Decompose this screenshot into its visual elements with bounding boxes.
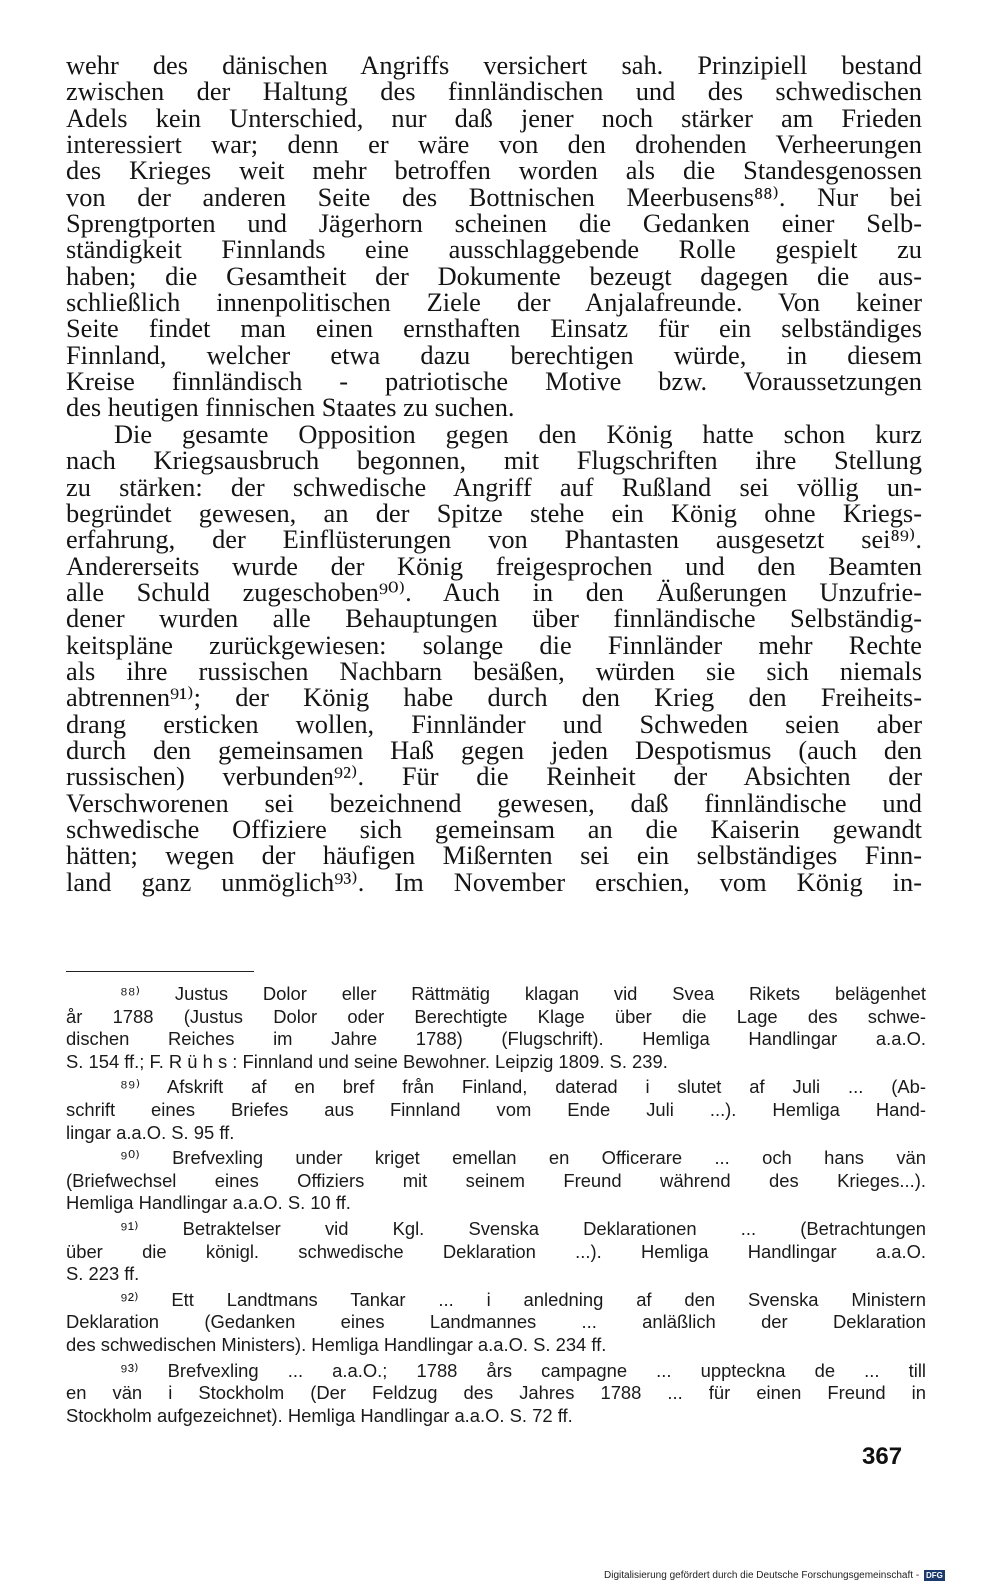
footnote-line: S. 154 ff.; F. R ü h s : Finnland und seine Bewohner. Leipzig 1809. S. 239. — [66, 1050, 668, 1072]
body-line: schließlich innenpolitischen Ziele der Anjalafreunde. Von keiner — [66, 287, 922, 318]
body-line: durch den gemeinsamen Haß gegen jeden Despotismus (auch den — [66, 734, 922, 765]
body-line: Andererseits wurde der König freigesprochen und den Beamten — [66, 550, 922, 581]
body-line: dener wurden alle Behauptungen über finnländische Selbständig- — [66, 603, 922, 634]
dfg-logo: DFG — [925, 1571, 943, 1580]
footnote-line: über die königl. schwedische Deklaration ...). Hemliga Handlingar a.a.O. — [66, 1240, 926, 1262]
footnote-line: Stockholm aufgezeichnet). Hemliga Handlingar a.a.O. S. 72 ff. — [66, 1404, 573, 1426]
body-line: russischen) verbunden⁹²⁾. Für die Reinheit der Absichten der — [66, 761, 922, 792]
body-line: des heutigen finnischen Staates zu suchen. — [66, 392, 515, 423]
footnote-line: ⁹³⁾ Brefvexling ... a.a.O.; 1788 års campagne ... uppteckna de ... till — [120, 1359, 926, 1381]
body-line: Verschworenen sei bezeichnend gewesen, daß finnländische und — [66, 787, 922, 818]
footnote-line: schrift eines Briefes aus Finnland vom Ende Juli ...). Hemliga Hand- — [66, 1098, 926, 1120]
body-line: abtrennen⁹¹⁾; der König habe durch den Krieg den Freiheits- — [66, 682, 922, 713]
body-line: Finnland, welcher etwa dazu berechtigen würde, in diesem — [66, 339, 922, 370]
footnote-line: en vän i Stockholm (Der Feldzug des Jahres 1788 ... für einen Freund in — [66, 1382, 926, 1404]
footnote-89 — [66, 1076, 926, 1144]
body-line: drang ersticken wollen, Finnländer und Schweden seien aber — [66, 708, 922, 739]
footnote-line: ⁹¹⁾ Betraktelser vid Kgl. Svenska Deklarationen ... (Betrachtungen — [120, 1217, 926, 1239]
body-line: schwedische Offiziere sich gemeinsam an die Kaiserin gewandt — [66, 813, 922, 844]
body-line: interessiert war; denn er wäre von den drohenden Verheerungen — [66, 129, 922, 160]
footnote-divider — [66, 971, 254, 972]
body-line: Seite findet man einen ernsthaften Einsatz für ein selbständiges — [66, 313, 922, 344]
body-line: ständigkeit Finnlands eine ausschlaggebende Rolle gespielt zu — [66, 234, 922, 265]
body-line: alle Schuld zugeschoben⁹⁰⁾. Auch in den Äußerungen Unzufrie- — [66, 576, 922, 607]
body-line: Kreise finnländisch - patriotische Motive bzw. Voraussetzungen — [66, 366, 922, 397]
footnote-88 — [66, 983, 926, 1073]
footnote-line: (Briefwechsel eines Offiziers mit seinem Freund während des Krieges...). — [66, 1169, 926, 1191]
body-line: Die gesamte Opposition gegen den König hatte schon kurz — [114, 418, 922, 449]
body-line: zu stärken: der schwedische Angriff auf Rußland sei völlig un- — [66, 471, 922, 502]
body-line: als ihre russischen Nachbarn besäßen, würden sie sich niemals — [66, 655, 922, 686]
footnote-line: ⁹²⁾ Ett Landtmans Tankar ... i anledning af den Svenska Ministern — [120, 1288, 926, 1310]
footnote-line: Deklaration (Gedanken eines Landmannes ... anläßlich der Deklaration — [66, 1311, 926, 1333]
body-line: land ganz unmöglich⁹³⁾. Im November erschien, vom König in- — [66, 866, 922, 897]
body-line: keitspläne zurückgewiesen: solange die Finnländer mehr Rechte — [66, 629, 922, 660]
body-line: nach Kriegsausbruch begonnen, mit Flugschriften ihre Stellung — [66, 445, 922, 476]
body-line: hätten; wegen der häufigen Mißernten sei ein selbständiges Finn- — [66, 840, 922, 871]
body-line: erfahrung, der Einflüsterungen von Phantasten ausgesetzt sei⁸⁹⁾. — [66, 524, 922, 555]
body-line: von der anderen Seite des Bottnischen Meerbusens⁸⁸⁾. Nur bei — [66, 181, 922, 212]
footnote-line: Hemliga Handlingar a.a.O. S. 10 ff. — [66, 1192, 351, 1214]
footnotes — [66, 983, 926, 1427]
footnote-line: S. 223 ff. — [66, 1263, 140, 1285]
footnote-line: dischen Reiches im Jahre 1788) (Flugschrift). Hemliga Handlingar a.a.O. — [66, 1028, 926, 1050]
footnote-91 — [66, 1218, 926, 1286]
footnote-line: ⁸⁸⁾ Justus Dolor eller Rättmätig klagan vid Svea Rikets belägenhet — [120, 983, 926, 1004]
body-line: Sprengtporten und Jägerhorn scheinen die Gedanken einer Selb- — [66, 208, 922, 239]
footnote-92 — [66, 1289, 926, 1357]
footnote-line: des schwedischen Ministers). Hemliga Handlingar a.a.O. S. 234 ff. — [66, 1333, 607, 1355]
body-text — [66, 52, 922, 895]
body-line: haben; die Gesamtheit der Dokumente bezeugt dagegen die aus- — [66, 260, 922, 291]
footnote-line: år 1788 (Justus Dolor oder Berechtigte Klage über die Lage des schwe- — [66, 1005, 926, 1027]
footnote-93 — [66, 1360, 926, 1428]
body-line: des Krieges weit mehr betroffen worden als die Standesgenossen — [66, 155, 922, 186]
footnote-90 — [66, 1147, 926, 1215]
footnote-line: lingar a.a.O. S. 95 ff. — [66, 1121, 235, 1143]
credit-text: Digitalisierung gefördert durch die Deutsche Forschungsgemeinschaft - — [604, 1570, 920, 1581]
footnote-line: ⁹⁰⁾ Brefvexling under kriget emellan en Officerare ... och hans vän — [120, 1147, 926, 1169]
digitization-credit — [604, 1570, 945, 1582]
page-number: 367 — [862, 1443, 903, 1470]
body-line: Adels kein Unterschied, nur daß jener noch stärker am Frieden — [66, 102, 922, 133]
body-line: begründet gewesen, an der Spitze stehe ein König ohne Kriegs- — [66, 497, 922, 528]
footnote-line: ⁸⁹⁾ Afskrift af en bref från Finland, daterad i slutet af Juli ... (Ab- — [120, 1076, 926, 1098]
body-line: zwischen der Haltung des finnländischen und des schwedischen — [66, 76, 922, 107]
body-line: wehr des dänischen Angriffs versichert sah. Prinzipiell bestand — [66, 50, 922, 80]
